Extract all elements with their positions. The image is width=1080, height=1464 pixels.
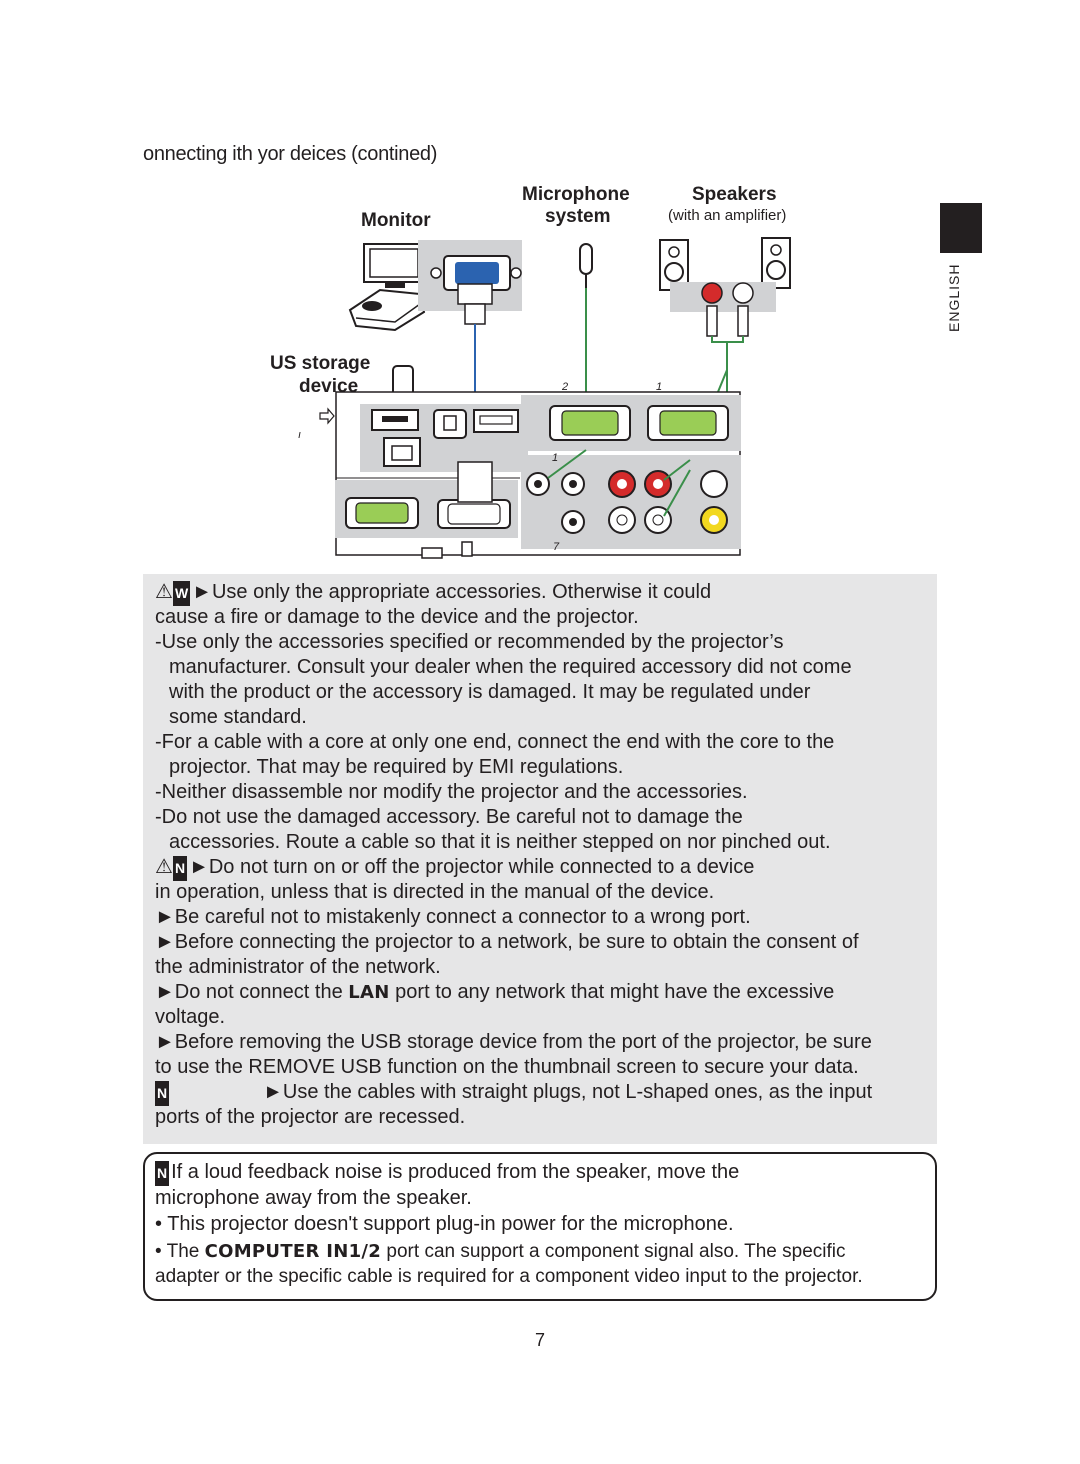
security-bar bbox=[422, 548, 442, 558]
caution-line: -Use only the accessories specified or recommended by the projector’s bbox=[155, 631, 784, 653]
microphone-icon bbox=[580, 244, 592, 288]
security-slot-icon bbox=[462, 542, 472, 556]
monitor-cable-plug bbox=[458, 284, 492, 324]
amp-white-jack bbox=[733, 283, 753, 303]
caution-line: ⚠ W ►Use only the appropriate accessories. Otherwise it could bbox=[155, 580, 711, 606]
mark-a: ı bbox=[298, 429, 302, 441]
port-number-7: 7 bbox=[553, 541, 560, 553]
caution-line: -Neither disassemble nor modify the projector and the accessories. bbox=[155, 781, 748, 803]
note-symbol-icon: N bbox=[155, 1161, 169, 1186]
label-monitor: Monitor bbox=[361, 210, 431, 231]
warning-triangle-icon: ⚠ bbox=[155, 856, 173, 878]
caution-line: manufacturer. Consult your dealer when the required accessory did not come bbox=[169, 656, 852, 678]
warning-triangle-icon: ⚠ bbox=[155, 581, 173, 603]
caution-line: ►Be careful not to mistakenly connect a connector to a wrong port. bbox=[155, 906, 751, 928]
notice-symbol-icon: N bbox=[155, 1081, 169, 1106]
caution-line: ports of the projector are recessed. bbox=[155, 1106, 466, 1128]
s-video-port bbox=[701, 471, 727, 497]
caution-line: ►Before connecting the projector to a network, be sure to obtain the consent of bbox=[155, 931, 859, 953]
computer-in2-port bbox=[550, 406, 630, 440]
control-port bbox=[346, 498, 418, 528]
caution-line: -For a cable with a core at only one end, connect the end with the core to the bbox=[155, 731, 835, 753]
caution-line: the administrator of the network. bbox=[155, 956, 441, 978]
caution-box bbox=[143, 574, 937, 1144]
amp-red-jack bbox=[702, 283, 722, 303]
note-box bbox=[143, 1152, 937, 1301]
note-line: adapter or the specific cable is required for a component video input to the projector. bbox=[155, 1266, 863, 1287]
note-line: microphone away from the speaker. bbox=[155, 1187, 472, 1209]
connection-diagram bbox=[0, 0, 1080, 570]
caution-arrow: ► bbox=[192, 581, 212, 603]
section-title: onnecting ith yor deices (contined) bbox=[143, 143, 438, 165]
speaker-right-icon bbox=[762, 238, 790, 288]
warning-symbol-icon: W bbox=[173, 581, 190, 606]
caution-line: some standard. bbox=[169, 706, 307, 728]
label-speakers-note: (with an amplifier) bbox=[668, 207, 787, 224]
usb-arrow-icon bbox=[320, 409, 334, 423]
label-microphone: Microphone bbox=[522, 184, 630, 205]
caution-line: in operation, unless that is directed in the manual of the device. bbox=[155, 881, 715, 903]
caution-line: to use the REMOVE USB function on the thumbnail screen to secure your data. bbox=[155, 1056, 859, 1078]
caution-line: projector. That may be required by EMI regulations. bbox=[169, 756, 624, 778]
monitor-icon bbox=[364, 244, 424, 288]
note-line: N If a loud feedback noise is produced from the speaker, move the bbox=[155, 1160, 739, 1186]
caution-line: ⚠ N ►Do not turn on or off the projector while connected to a device bbox=[155, 855, 754, 881]
label-microphone-system: system bbox=[545, 206, 611, 227]
note-line: • This projector doesn't support plug-in power for the microphone. bbox=[155, 1213, 734, 1235]
label-usb-device: device bbox=[299, 376, 359, 397]
caution-line: cause a fire or damage to the device and the projector. bbox=[155, 606, 639, 628]
caution-line: accessories. Route a cable so that it is neither stepped on nor pinched out. bbox=[169, 831, 831, 853]
caution-line: ►Do not connect the LAN port to any network that might have the excessive bbox=[155, 981, 835, 1003]
warning-symbol-icon: N bbox=[173, 856, 187, 881]
note-line: • The COMPUTER IN1/2 port can support a component signal also. The specific bbox=[155, 1241, 846, 1262]
port-number-2: 2 bbox=[562, 381, 569, 393]
label-usb-storage: US storage bbox=[270, 353, 371, 374]
external-projector-icon bbox=[350, 290, 424, 330]
caution-line: ►Before removing the USB storage device from the port of the projector, be sure bbox=[155, 1031, 872, 1053]
port-number-1: 1 bbox=[656, 381, 663, 393]
caution-line: with the product or the accessory is damaged. It may be regulated under bbox=[169, 681, 811, 703]
label-speakers: Speakers bbox=[692, 184, 777, 205]
computer-in1-port bbox=[648, 406, 728, 440]
caution-line: voltage. bbox=[155, 1006, 226, 1028]
port-number-1b: 1 bbox=[552, 452, 559, 464]
caution-line: N ►Use the cables with straight plugs, not L-shaped ones, as the input bbox=[155, 1080, 872, 1106]
caution-line: -Do not use the damaged accessory. Be careful not to damage the bbox=[155, 806, 743, 828]
page-number: 7 bbox=[534, 1330, 545, 1350]
language-tab-label: ENGLISH bbox=[946, 263, 962, 332]
amplifier-panel bbox=[670, 282, 776, 312]
